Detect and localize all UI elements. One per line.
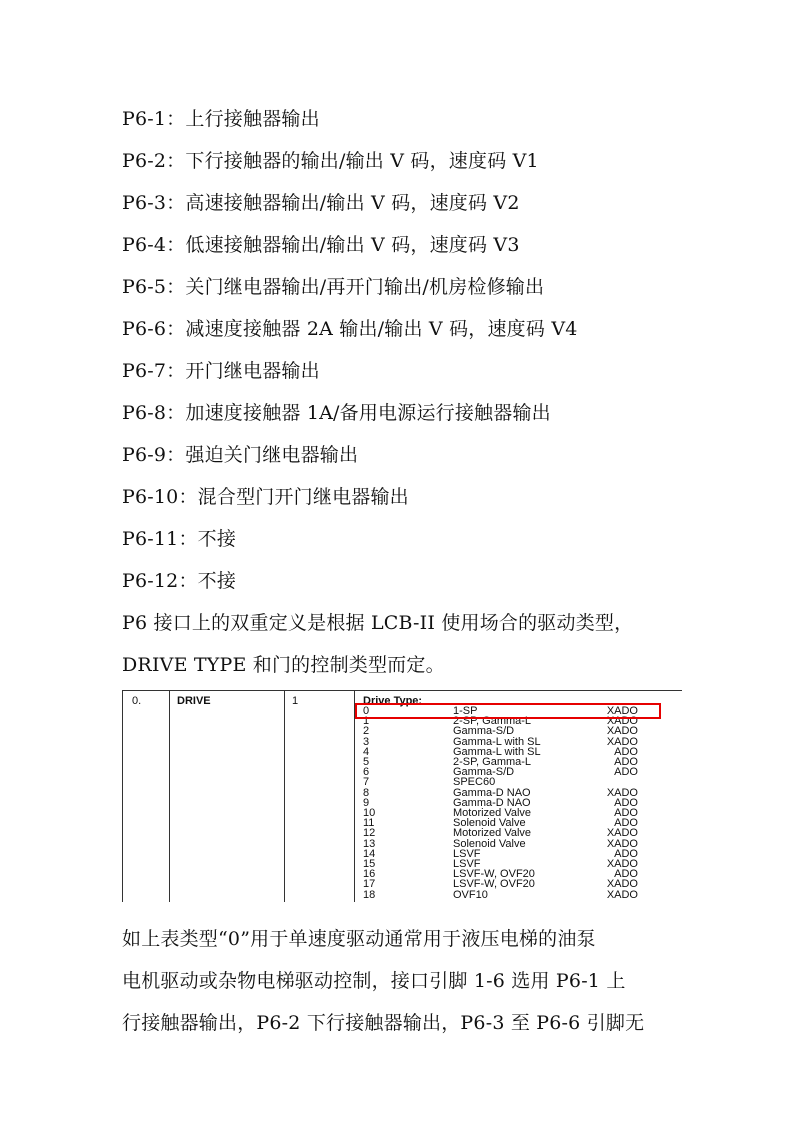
drive-type-code: XADO [606,715,638,728]
drive-type-code: XADO [606,837,638,850]
drive-type-name: LSVF-W, OVF20 [453,868,535,881]
drive-type-code: ADO [614,868,638,881]
drive-type-number: 15 [363,858,376,870]
drive-type-table [122,690,682,902]
drive-type-name: Gamma-D NAO [453,786,531,799]
table-cell-value: 1 [292,695,299,707]
drive-type-number: 0 [363,705,370,717]
drive-type-number: 11 [363,817,375,830]
table-cell-param: DRIVE [177,695,211,707]
table-row [363,890,653,900]
table-row [363,777,653,787]
drive-type-number: 2 [363,725,370,738]
table-row [363,767,653,777]
drive-type-name: 1-SP [453,705,478,717]
pin-line-p6-12: P6-12：不接 [122,570,237,592]
drive-type-number: 10 [363,807,376,819]
table-top-border [122,690,682,691]
pin-line-p6-9: P6-9：强迫关门继电器输出 [122,444,359,466]
pin-line-p6-2: P6-2：下行接触器的输出/输出 V 码，速度码 V1 [122,150,539,172]
drive-type-title: Drive Type: [363,695,423,707]
drive-type-name: Gamma-L with SL [453,735,541,748]
pin-line-p6-10: P6-10：混合型门开门继电器输出 [122,486,409,508]
pin-line-p6-3: P6-3：高速接触器输出/输出 V 码，速度码 V2 [122,192,520,214]
drive-type-code: ADO [614,807,638,819]
table-row [363,726,653,736]
drive-type-name: Motorized Valve [453,807,532,819]
table-column-border [354,690,355,902]
drive-type-name: LSVF-W, OVF20 [453,878,535,891]
paragraph-line: 电机驱动或杂物电梯驱动控制，接口引脚 1-6 选用 P6-1 上 [122,970,626,992]
pin-line-p6-1: P6-1：上行接触器输出 [122,108,320,130]
table-column-border [122,690,123,902]
drive-type-name: Gamma-S/D [453,725,515,738]
drive-type-number: 16 [363,868,376,881]
drive-type-code: XADO [606,827,638,840]
drive-type-name: Gamma-D NAO [453,796,531,809]
pin-line-p6-8: P6-8：加速度接触器 1A/备用电源运行接触器输出 [122,402,551,424]
drive-type-name: LSVF [453,847,481,860]
table-column-border [169,690,170,902]
drive-type-number: 8 [363,786,370,799]
drive-type-name: Solenoid Valve [453,817,526,830]
drive-type-code: XADO [606,786,638,799]
drive-type-number: 5 [363,756,370,768]
drive-type-name: Gamma-L with SL [453,745,541,758]
drive-type-number: 17 [363,878,376,891]
table-column-border [284,690,285,902]
drive-type-code: ADO [614,745,638,758]
drive-type-name: OVF10 [453,888,488,901]
drive-type-name: Gamma-S/D [453,766,515,779]
pin-line-p6-6: P6-6：减速度接触器 2A 输出/输出 V 码，速度码 V4 [122,318,578,340]
drive-type-number: 14 [363,847,376,860]
drive-type-name: LSVF [453,858,481,870]
drive-type-name: 2-SP, Gamma-L [453,756,532,768]
drive-type-code: ADO [614,756,638,768]
drive-type-code: ADO [614,847,638,860]
table-row [363,839,653,849]
pin-line-p6-4: P6-4：低速接触器输出/输出 V 码，速度码 V3 [122,234,520,256]
drive-type-number: 7 [363,776,370,789]
drive-type-code: XADO [606,878,638,891]
drive-type-code: ADO [614,766,638,779]
highlight-box [355,703,661,719]
drive-type-code: XADO [606,888,638,901]
paragraph-line: 如上表类型“0”用于单速度驱动通常用于液压电梯的油泵 [122,928,596,950]
pin-line-p6-7: P6-7：开门继电器输出 [122,360,320,382]
drive-type-number: 9 [363,796,370,809]
table-cell-index: 0. [132,695,142,707]
drive-type-number: 18 [363,888,376,901]
table-row [363,828,653,838]
paragraph-line: DRIVE TYPE 和门的控制类型而定。 [122,654,445,676]
drive-type-name: SPEC60 [453,776,496,789]
drive-type-code: ADO [614,796,638,809]
drive-type-number: 13 [363,837,376,850]
drive-type-number: 12 [363,827,376,840]
drive-type-name: Solenoid Valve [453,837,526,850]
drive-type-code: XADO [606,705,638,717]
pin-line-p6-11: P6-11：不接 [122,528,237,550]
drive-type-code: XADO [606,858,638,870]
table-row [363,879,653,889]
paragraph-line: P6 接口上的双重定义是根据 LCB-II 使用场合的驱动类型， [122,612,634,634]
drive-type-number: 3 [363,735,370,748]
drive-type-name: Motorized Valve [453,827,532,840]
drive-type-code: XADO [606,725,638,738]
drive-type-name: 2-SP, Gamma-L [453,715,532,728]
drive-type-code: XADO [606,735,638,748]
paragraph-line: 行接触器输出，P6-2 下行接触器输出，P6-3 至 P6-6 引脚无 [122,1012,645,1034]
drive-type-number: 1 [363,715,370,728]
drive-type-number: 4 [363,745,370,758]
drive-type-code: ADO [614,817,638,830]
pin-line-p6-5: P6-5：关门继电器输出/再开门输出/机房检修输出 [122,276,545,298]
drive-type-number: 6 [363,766,370,779]
